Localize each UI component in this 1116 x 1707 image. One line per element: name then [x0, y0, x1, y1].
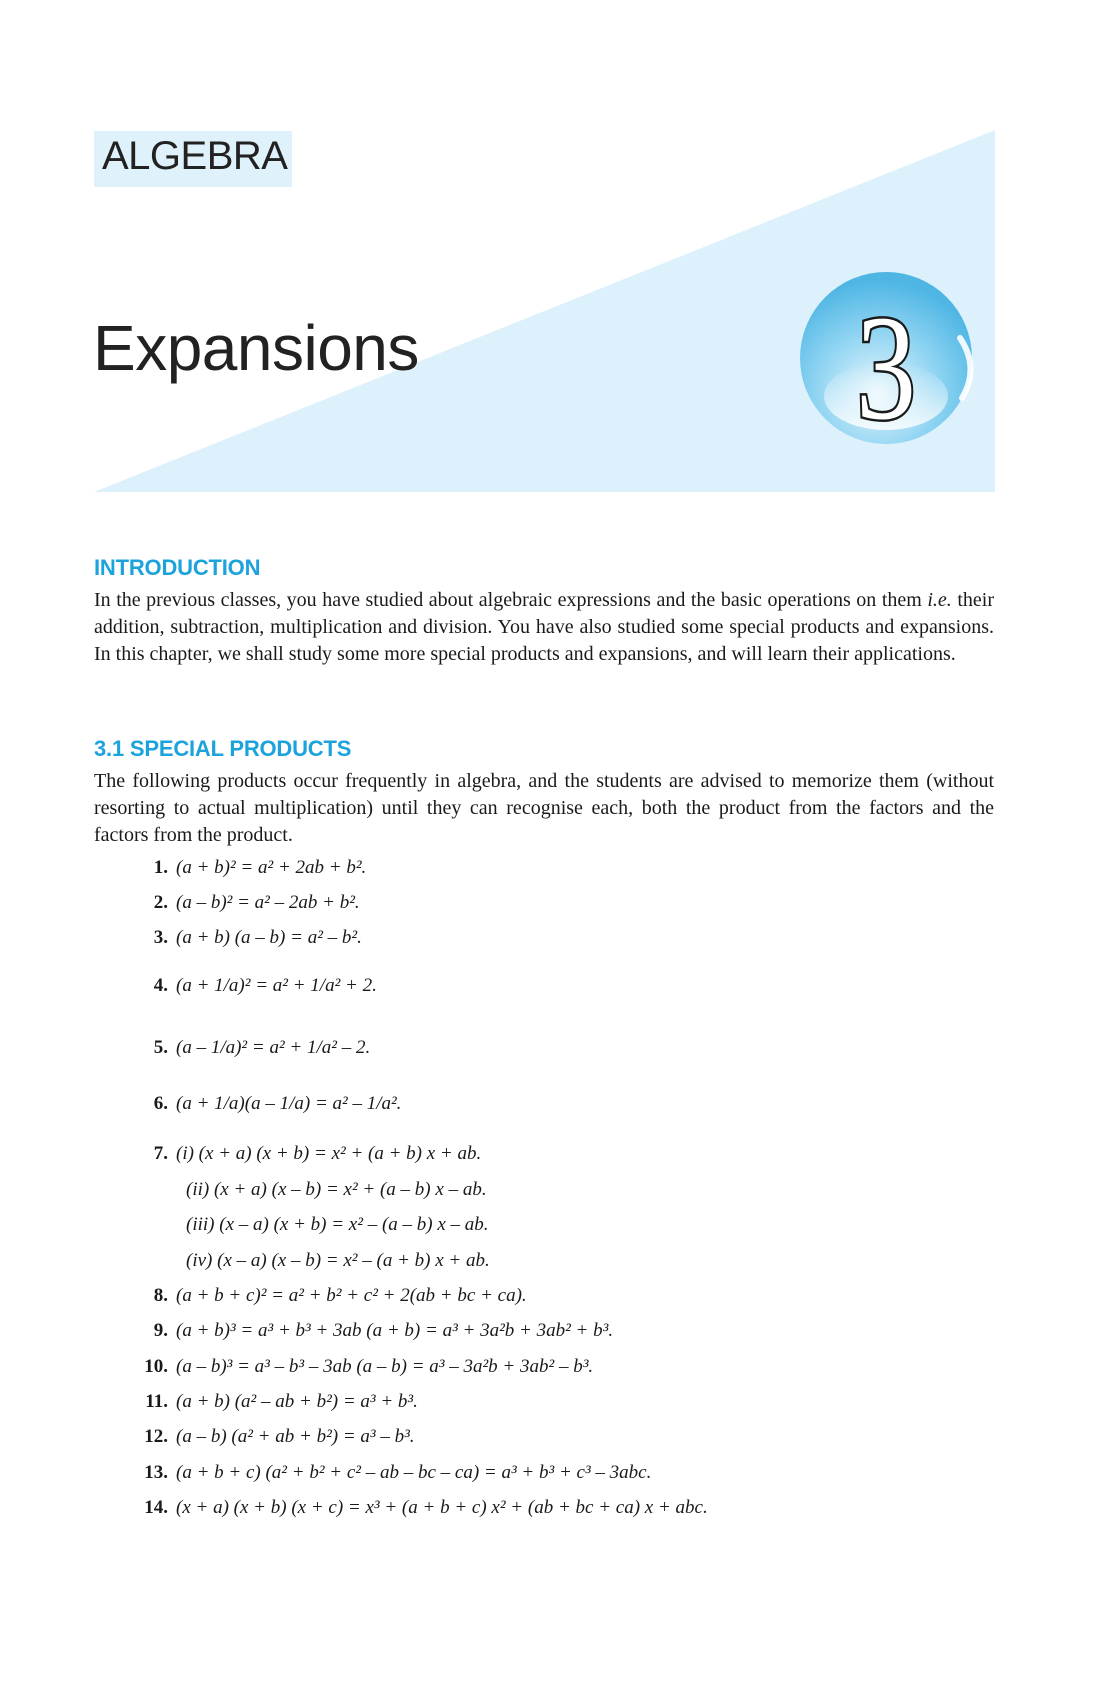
formula-number: 3. — [153, 927, 168, 948]
introduction-paragraph — [94, 587, 994, 668]
section-tag-label: ALGEBRA — [102, 134, 288, 178]
formula-number: 11. — [145, 1391, 168, 1412]
formula-expression: (x + a) (x + b) (x + c) = x³ + (a + b + c) x² + (ab + bc + ca) x + abc. — [176, 1497, 708, 1518]
formula-item — [140, 1426, 415, 1448]
formula-item — [140, 1320, 613, 1342]
section-tag — [94, 131, 292, 187]
formula-item — [140, 892, 360, 914]
introduction-heading: INTRODUCTION — [94, 555, 261, 580]
formula-item — [140, 1143, 481, 1165]
formula-number: 4. — [153, 975, 168, 996]
formula-number: 10. — [144, 1356, 168, 1377]
formula-expression: (a + 1/a)² = a² + 1/a² + 2. — [176, 975, 377, 996]
formula-item — [140, 927, 362, 949]
intro-text-2: their addition, subtraction, multiplication and division. You have also studied some special products and expansions. In this chapter, we shall study some more special products and expansions, and will learn their applications. — [94, 589, 994, 665]
formula-number: 8. — [153, 1285, 168, 1306]
formula-expression: (a – 1/a)² = a² + 1/a² – 2. — [176, 1037, 371, 1058]
formula-expression: (a + b)³ = a³ + b³ + 3ab (a + b) = a³ + 3a²b + 3ab² + b³. — [176, 1320, 614, 1341]
formula-expression: (i) (x + a) (x + b) = x² + (a + b) x + ab. — [176, 1143, 482, 1164]
formula-item — [140, 1093, 401, 1115]
formula-expression: (a – b)² = a² – 2ab + b². — [176, 892, 360, 913]
formula-number: 5. — [153, 1037, 168, 1058]
formula-item — [140, 1497, 708, 1519]
formula-number: 9. — [153, 1320, 168, 1341]
intro-text-1: In the previous classes, you have studied about algebraic expressions and the basic operations on them — [94, 589, 928, 611]
formula-expression: (a + b)² = a² + 2ab + b². — [176, 857, 367, 878]
formula-number: 12. — [144, 1426, 168, 1447]
formula-item — [178, 1179, 487, 1201]
formula-expression: (a + b + c) (a² + b² + c² – ab – bc – ca) = a³ + b³ + c³ – 3abc. — [176, 1462, 652, 1483]
chapter-number: 3 — [855, 285, 917, 448]
special-products-heading: 3.1 SPECIAL PRODUCTS — [94, 736, 352, 761]
formula-item — [178, 1214, 489, 1236]
formula-expression: (a + b) (a – b) = a² – b². — [176, 927, 362, 948]
formula-expression: (ii) (x + a) (x – b) = x² + (a – b) x – ab. — [186, 1179, 487, 1200]
chapter-title: Expansions — [93, 312, 419, 384]
formula-item — [140, 857, 366, 879]
formula-expression: (a – b) (a² + ab + b²) = a³ – b³. — [176, 1426, 415, 1447]
formula-number: 14. — [144, 1497, 168, 1518]
formula-item — [178, 1250, 490, 1272]
formula-number: 2. — [153, 892, 168, 913]
chapter-number-badge — [790, 268, 990, 448]
formula-number: 13. — [144, 1462, 168, 1483]
formula-item — [140, 1462, 651, 1484]
formula-number: 7. — [153, 1143, 168, 1164]
formula-expression: (a – b)³ = a³ – b³ – 3ab (a – b) = a³ – 3a²b + 3ab² – b³. — [176, 1356, 594, 1377]
formula-item — [140, 1037, 370, 1059]
formula-number: 6. — [153, 1093, 168, 1114]
formula-expression: (a + 1/a)(a – 1/a) = a² – 1/a². — [176, 1093, 402, 1114]
special-products-paragraph: The following products occur frequently in algebra, and the students are advised to memorize them (without resorting to actual multiplication) until they can recognise each, both the product from the factors and the factors from the product. — [94, 770, 994, 846]
formula-expression: (iii) (x – a) (x + b) = x² – (a – b) x – ab. — [186, 1214, 489, 1235]
formula-item — [140, 1285, 527, 1307]
intro-text-ie: i.e. — [927, 589, 952, 611]
formula-number: 1. — [153, 857, 168, 878]
formula-expression: (iv) (x – a) (x – b) = x² – (a + b) x + ab. — [186, 1250, 490, 1271]
formula-expression: (a + b) (a² – ab + b²) = a³ + b³. — [176, 1391, 418, 1412]
formula-item — [140, 1391, 418, 1413]
formula-expression: (a + b + c)² = a² + b² + c² + 2(ab + bc + ca). — [176, 1285, 527, 1306]
formula-item — [140, 1356, 593, 1378]
formula-item — [140, 975, 377, 997]
